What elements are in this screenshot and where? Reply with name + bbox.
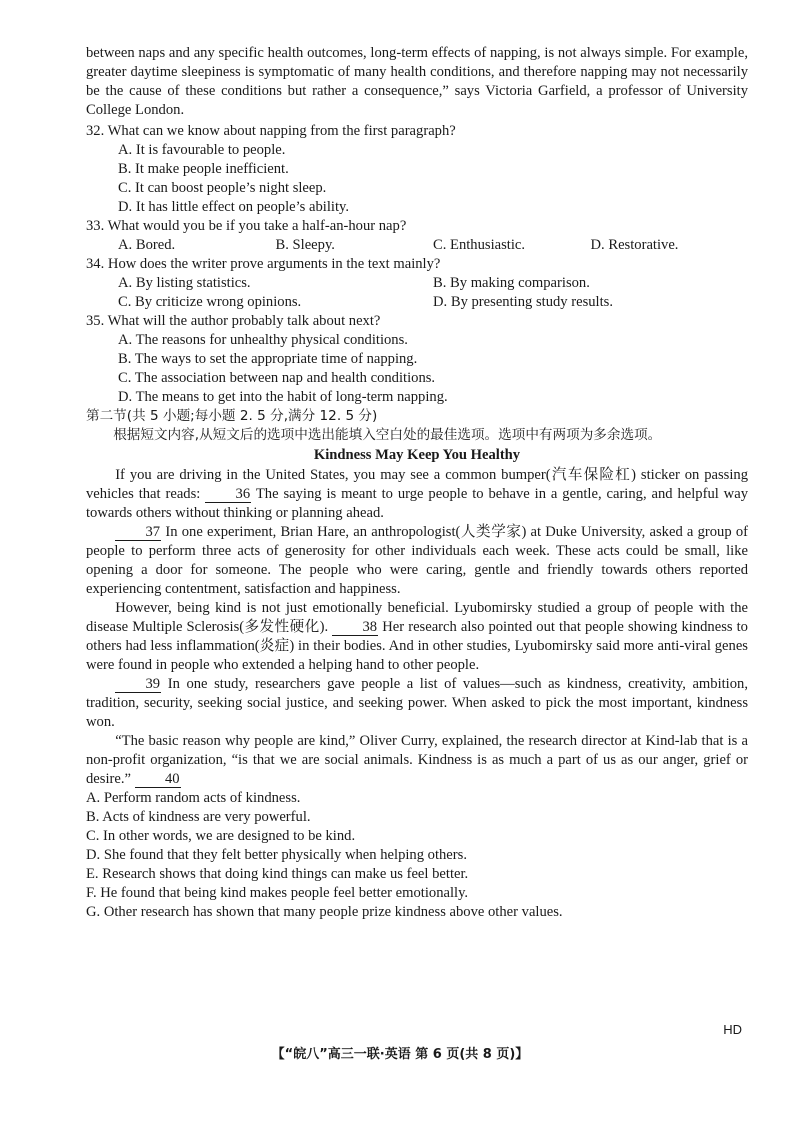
option: A. By listing statistics. xyxy=(118,275,251,291)
option: B. By making comparison. xyxy=(433,275,590,291)
question-32: 32. What can we know about napping from the first paragraph? xyxy=(86,123,456,139)
article-title: Kindness May Keep You Healthy xyxy=(313,447,521,463)
option: C. It can boost people’s night sleep. xyxy=(118,180,327,196)
option: D. Restorative. xyxy=(590,237,679,253)
article-paragraph-3: However, being kind is not just emotionally beneficial. Lyubomirsky studied a group of people with the disease Multiple Sclerosis(多发性硬化). 38 Her research also pointed out that people showing kindness to others had less inflammation(炎症) in their bodies. And in other studies, Lyubomirsky said more anti-viral genes were found in people who extended a helping hand to other people. xyxy=(86,600,748,673)
section-heading: 第二节(共 5 小题;每小题 2. 5 分,满分 12. 5 分) xyxy=(86,408,378,424)
options-row xyxy=(118,236,748,255)
blank-37: 37 xyxy=(115,525,161,541)
choice-d: D. She found that they felt better physically when helping others. xyxy=(86,847,467,863)
question-stem: What can we know about napping from the first paragraph? xyxy=(107,123,456,139)
page-footer: 【“皖八”高三一联·英语 第 6 页(共 8 页)】 xyxy=(271,1047,529,1062)
page-content xyxy=(86,44,748,922)
blank-38: 38 xyxy=(332,620,378,636)
options-row xyxy=(118,274,748,293)
article-paragraph-5: “The basic reason why people are kind,” Oliver Curry, explained, the research director at Kind-lab that is a non-profit organization, “is that we are social animals. Kindness is as much a part of us as our anger, grief or desire.” 40 xyxy=(86,733,748,787)
question-stem: How does the writer prove arguments in the text mainly? xyxy=(107,256,441,272)
passage-continued: between naps and any specific health outcomes, long-term effects of napping, is not always simple. For example, greater daytime sleepiness is symptomatic of many health conditions, and therefore napping may not necessarily be the cause of these conditions but rather a consequence,” says Victoria Garfield, a professor of University College London. xyxy=(86,45,748,118)
article-paragraph-4: 39 In one study, researchers gave people a list of values—such as kindness, creativity, ambition, tradition, security, seeking social justice, and seeking power. When asked to pick the most important, kindness won. xyxy=(86,676,748,730)
option: B. The ways to set the appropriate time of napping. xyxy=(118,351,418,367)
choice-f: F. He found that being kind makes people feel better emotionally. xyxy=(86,885,469,901)
options-row xyxy=(118,293,748,312)
question-33: 33. What would you be if you take a half-an-hour nap? xyxy=(86,218,407,234)
option: D. By presenting study results. xyxy=(433,294,613,310)
choice-g: G. Other research has shown that many people prize kindness above other values. xyxy=(86,904,563,920)
choice-a: A. Perform random acts of kindness. xyxy=(86,790,301,806)
option: B. Sleepy. xyxy=(275,237,335,253)
question-35: 35. What will the author probably talk about next? xyxy=(86,313,381,329)
choice-b: B. Acts of kindness are very powerful. xyxy=(86,809,311,825)
choice-e: E. Research shows that doing kind things can make us feel better. xyxy=(86,866,469,882)
option: D. It has little effect on people’s ability. xyxy=(118,199,350,215)
choice-c: C. In other words, we are designed to be kind. xyxy=(86,828,356,844)
option: C. The association between nap and health conditions. xyxy=(118,370,436,386)
option: C. By criticize wrong opinions. xyxy=(118,294,302,310)
question-34: 34. How does the writer prove arguments in the text mainly? xyxy=(86,256,441,272)
corner-code: HD xyxy=(723,1022,742,1037)
option: B. It make people inefficient. xyxy=(118,161,289,177)
blank-36: 36 xyxy=(205,487,251,503)
article-paragraph-1: If you are driving in the United States, you may see a common bumper(汽车保险杠) sticker on passing vehicles that reads: 36 The saying is meant to urge people to behave in a gentle, caring, and helpful way towards others without thinking or planning ahead. xyxy=(86,467,748,521)
blank-40: 40 xyxy=(135,772,181,788)
question-stem: What would you be if you take a half-an-hour nap? xyxy=(107,218,407,234)
option: A. The reasons for unhealthy physical conditions. xyxy=(118,332,408,348)
question-stem: What will the author probably talk about next? xyxy=(107,313,381,329)
option: A. It is favourable to people. xyxy=(118,142,286,158)
article-paragraph-2: 37 In one experiment, Brian Hare, an anthropologist(人类学家) at Duke University, asked a group of people to perform three acts of generosity for other individuals each week. These acts could be small, like opening a door for someone. The people who were caring, gentle and friendly towards others reported experiencing contentment, satisfaction and happiness. xyxy=(86,524,748,597)
section-instruction: 根据短文内容,从短文后的选项中选出能填入空白处的最佳选项。选项中有两项为多余选项。 xyxy=(113,427,662,443)
option: D. The means to get into the habit of long-term napping. xyxy=(118,389,448,405)
blank-39: 39 xyxy=(115,677,161,693)
option: C. Enthusiastic. xyxy=(433,237,526,253)
option: A. Bored. xyxy=(118,237,176,253)
